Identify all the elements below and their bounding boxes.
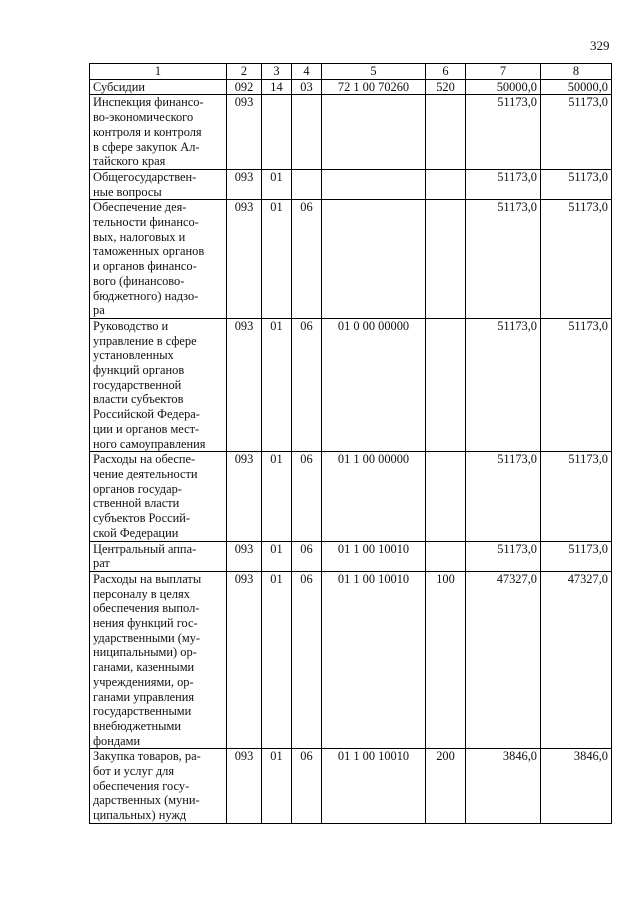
expense-type-code: 200 <box>426 749 466 824</box>
row-name: Закупка товаров, ра- бот и услуг для обеспечения госу- дарственных (муни- ципальных) нужд <box>93 749 201 823</box>
row-name-cell <box>90 571 227 748</box>
table-row <box>90 452 612 541</box>
section-code: 01 <box>262 452 292 541</box>
target-article-code: 01 1 00 10010 <box>322 749 426 824</box>
amount-2021: 51173,0 <box>466 452 541 541</box>
chapter-code: 093 <box>227 749 262 824</box>
subsection-code: 06 <box>292 749 322 824</box>
table-row <box>90 318 612 451</box>
target-article-code <box>322 95 426 170</box>
column-header: 4 <box>292 64 322 80</box>
column-header: 2 <box>227 64 262 80</box>
section-code: 01 <box>262 200 292 319</box>
chapter-code: 093 <box>227 200 262 319</box>
target-article-code <box>322 200 426 319</box>
target-article-code: 01 0 00 00000 <box>322 318 426 451</box>
amount-2022: 3846,0 <box>541 749 612 824</box>
subsection-code: 06 <box>292 541 322 571</box>
row-name: Руководство и управление в сфере установленных функций органов государственной власти субъектов Российской Федера- ции и органов мест- ного самоуправления <box>93 318 206 451</box>
row-name: Инспекция финансо- во-экономического контроля и контроля в сфере закупок Ал- тайского края <box>93 95 204 169</box>
chapter-code: 093 <box>227 95 262 170</box>
column-header: 3 <box>262 64 292 80</box>
subsection-code <box>292 169 322 199</box>
row-name: Субсидии <box>93 79 145 94</box>
amount-2022: 51173,0 <box>541 200 612 319</box>
table-row <box>90 95 612 170</box>
row-name-cell <box>90 749 227 824</box>
expense-type-code <box>426 318 466 451</box>
table-row <box>90 749 612 824</box>
budget-table <box>89 63 612 824</box>
expense-type-code <box>426 452 466 541</box>
chapter-code: 093 <box>227 541 262 571</box>
section-code: 14 <box>262 79 292 95</box>
table-header-row <box>90 64 612 80</box>
column-header: 8 <box>541 64 612 80</box>
expense-type-code: 520 <box>426 79 466 95</box>
section-code: 01 <box>262 318 292 451</box>
row-name-cell <box>90 79 227 95</box>
amount-2021: 51173,0 <box>466 169 541 199</box>
amount-2022: 50000,0 <box>541 79 612 95</box>
target-article-code: 01 1 00 10010 <box>322 571 426 748</box>
target-article-code: 01 1 00 00000 <box>322 452 426 541</box>
table-row <box>90 169 612 199</box>
subsection-code: 06 <box>292 571 322 748</box>
chapter-code: 093 <box>227 169 262 199</box>
amount-2021: 51173,0 <box>466 318 541 451</box>
chapter-code: 093 <box>227 571 262 748</box>
table-row <box>90 571 612 748</box>
chapter-code: 093 <box>227 318 262 451</box>
subsection-code: 06 <box>292 452 322 541</box>
expense-type-code <box>426 541 466 571</box>
page-number: 329 <box>590 38 610 53</box>
expense-type-code: 100 <box>426 571 466 748</box>
row-name-cell <box>90 95 227 170</box>
row-name-cell <box>90 200 227 319</box>
row-name-cell <box>90 318 227 451</box>
amount-2022: 51173,0 <box>541 95 612 170</box>
expense-type-code <box>426 200 466 319</box>
row-name-cell <box>90 541 227 571</box>
column-header: 6 <box>426 64 466 80</box>
amount-2021: 50000,0 <box>466 79 541 95</box>
row-name: Обеспечение дея- тельности финансо- вых, налоговых и таможенных органов и органов финансо- вого (финансово- бюджетного) надзо- ра <box>93 200 205 318</box>
expense-type-code <box>426 95 466 170</box>
amount-2021: 47327,0 <box>466 571 541 748</box>
subsection-code: 06 <box>292 200 322 319</box>
amount-2022: 51173,0 <box>541 541 612 571</box>
row-name: Расходы на выплаты персоналу в целях обеспечения выпол- нения функций гос- ударственными (му- ниципальными) ор- ганами, казенными учреждениями, ор- ганами управления государственными внебюджетными фондами <box>93 571 202 748</box>
expense-type-code <box>426 169 466 199</box>
section-code: 01 <box>262 749 292 824</box>
section-code: 01 <box>262 169 292 199</box>
amount-2021: 3846,0 <box>466 749 541 824</box>
column-header: 1 <box>90 64 227 80</box>
amount-2022: 47327,0 <box>541 571 612 748</box>
amount-2021: 51173,0 <box>466 200 541 319</box>
row-name-cell <box>90 169 227 199</box>
subsection-code: 03 <box>292 79 322 95</box>
row-name: Общегосударствен- ные вопросы <box>93 169 197 199</box>
amount-2021: 51173,0 <box>466 541 541 571</box>
column-header: 7 <box>466 64 541 80</box>
amount-2022: 51173,0 <box>541 318 612 451</box>
amount-2022: 51173,0 <box>541 169 612 199</box>
target-article-code: 01 1 00 10010 <box>322 541 426 571</box>
amount-2021: 51173,0 <box>466 95 541 170</box>
row-name: Центральный аппа- рат <box>93 541 197 571</box>
row-name: Расходы на обеспе- чение деятельности органов государ- ственной власти субъектов Россий- ской Федерации <box>93 452 198 540</box>
table-row <box>90 79 612 95</box>
row-name-cell <box>90 452 227 541</box>
chapter-code: 092 <box>227 79 262 95</box>
table-row <box>90 200 612 319</box>
subsection-code <box>292 95 322 170</box>
amount-2022: 51173,0 <box>541 452 612 541</box>
target-article-code <box>322 169 426 199</box>
section-code: 01 <box>262 571 292 748</box>
chapter-code: 093 <box>227 452 262 541</box>
section-code: 01 <box>262 541 292 571</box>
table-row <box>90 541 612 571</box>
subsection-code: 06 <box>292 318 322 451</box>
target-article-code: 72 1 00 70260 <box>322 79 426 95</box>
section-code <box>262 95 292 170</box>
column-header: 5 <box>322 64 426 80</box>
